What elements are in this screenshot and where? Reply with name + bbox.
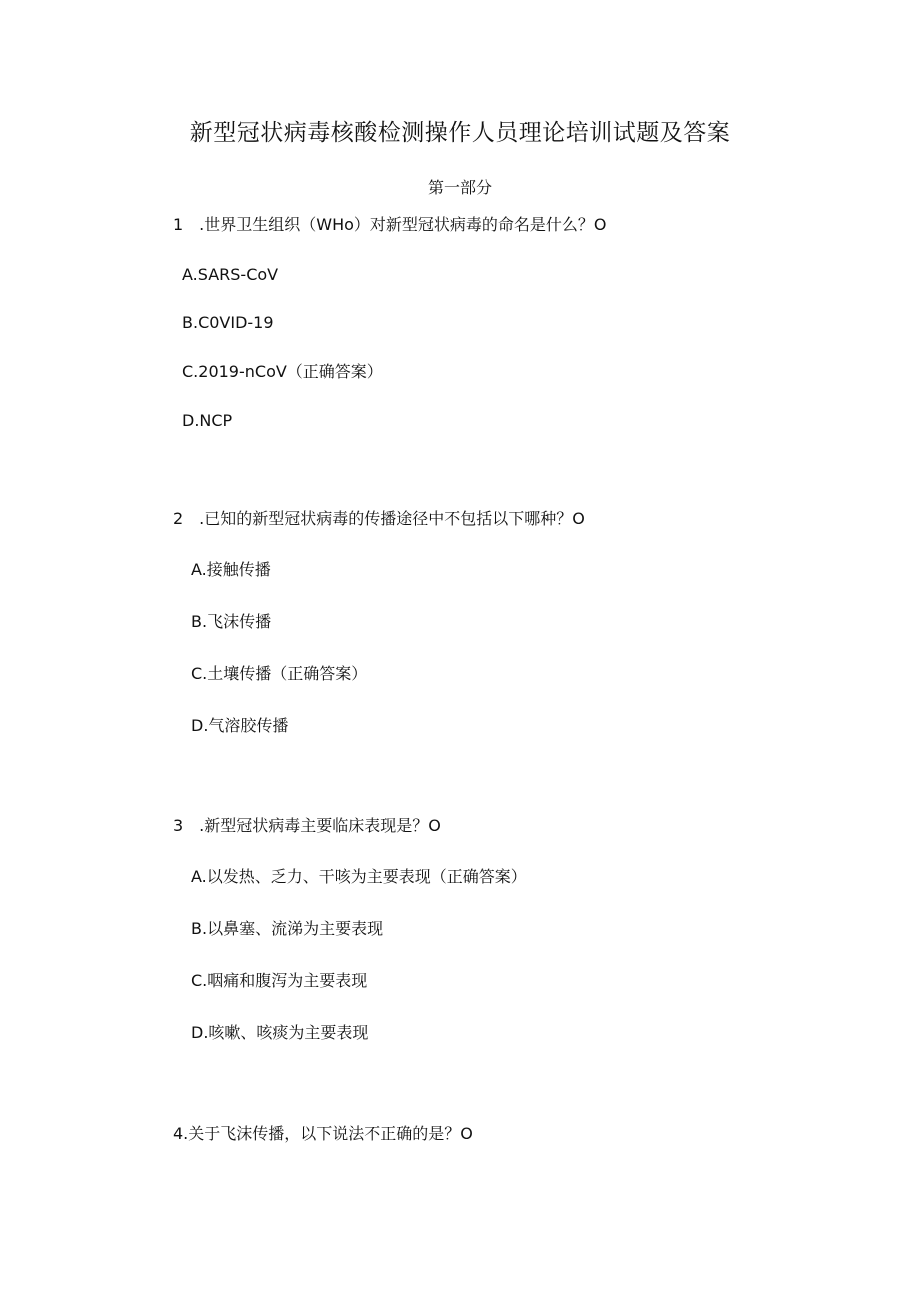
question-2-option-a: A.接触传播 bbox=[191, 560, 271, 579]
question-2: 2 .已知的新型冠状病毒的传播途径中不包括以下哪种？O bbox=[173, 509, 585, 528]
question-3-option-b: B.以鼻塞、流涕为主要表现 bbox=[191, 919, 384, 938]
question-1-option-d: D.NCP bbox=[182, 411, 233, 430]
section-heading: 第一部分 bbox=[427, 178, 492, 197]
document-title: 新型冠状病毒核酸检测操作人员理论培训试题及答案 bbox=[189, 120, 731, 146]
question-1: 1 .世界卫生组织（WHo）对新型冠状病毒的命名是什么？O bbox=[173, 215, 607, 234]
question-3-option-c: C.咽痛和腹泻为主要表现 bbox=[191, 971, 368, 990]
question-2-option-d: D.气溶胶传播 bbox=[191, 716, 289, 735]
question-1-option-a: A.SARS-CoV bbox=[182, 265, 279, 284]
question-1-option-b: B.C0VID-19 bbox=[182, 313, 274, 332]
question-1-option-c: C.2019-nCoV（正确答案） bbox=[182, 362, 383, 381]
question-2-option-c: C.土壤传播（正确答案） bbox=[191, 664, 368, 683]
question-3-option-a: A.以发热、乏力、干咳为主要表现（正确答案） bbox=[191, 867, 527, 886]
question-3: 3 .新型冠状病毒主要临床表现是？O bbox=[173, 816, 441, 835]
question-2-option-b: B.飞沫传播 bbox=[191, 612, 272, 631]
question-4: 4.关于飞沫传播，以下说法不正确的是？O bbox=[173, 1124, 473, 1143]
question-3-option-d: D.咳嗽、咳痰为主要表现 bbox=[191, 1023, 369, 1042]
